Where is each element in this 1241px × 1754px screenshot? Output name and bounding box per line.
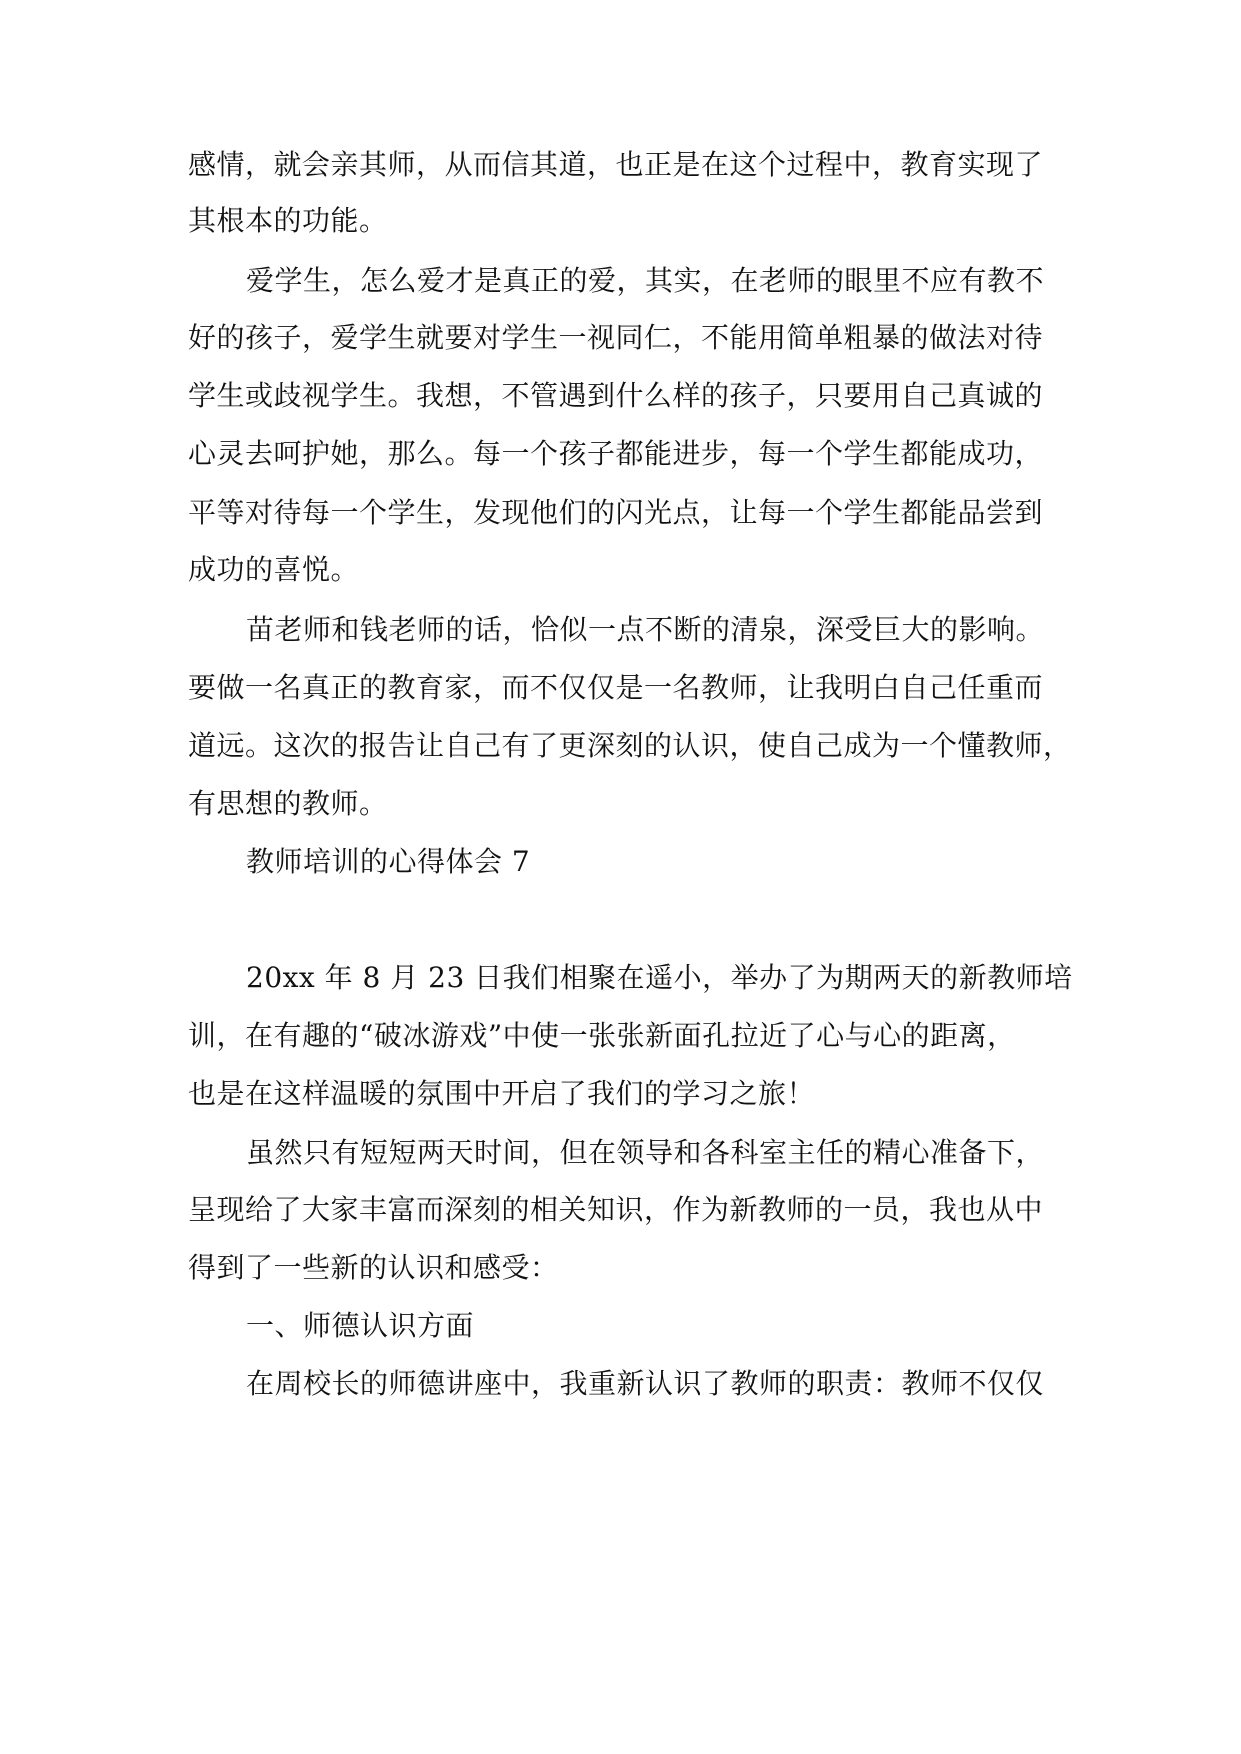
- paragraph-line: 好的孩子，爱学生就要对学生一视同仁，不能用简单粗暴的做法对待: [188, 321, 1044, 354]
- paragraph-line: 爱学生，怎么爱才是真正的爱，其实，在老师的眼里不应有教不: [246, 264, 1045, 297]
- subsection-heading: 一、师德认识方面: [246, 1309, 475, 1342]
- paragraph-line: 有思想的教师。: [188, 787, 388, 820]
- paragraph-line: 感情，就会亲其师，从而信其道，也正是在这个过程中，教育实现了: [188, 148, 1044, 181]
- paragraph-line: 也是在这样温暖的氛围中开启了我们的学习之旅！: [188, 1077, 816, 1110]
- paragraph-line: 得到了一些新的认识和感受：: [188, 1251, 559, 1284]
- paragraph-line: 在周校长的师德讲座中，我重新认识了教师的职责：教师不仅仅: [246, 1367, 1045, 1400]
- paragraph-line: 成功的喜悦。: [188, 553, 360, 586]
- paragraph-line: 其根本的功能。: [188, 204, 388, 237]
- paragraph-line: 20xx 年 8 月 23 日我们相聚在遥小，举办了为期两天的新教师培: [246, 961, 1073, 994]
- paragraph-line: 学生或歧视学生。我想，不管遇到什么样的孩子，只要用自己真诚的: [188, 379, 1044, 412]
- paragraph-line: 苗老师和钱老师的话，恰似一点不断的清泉，深受巨大的影响。: [246, 613, 1045, 646]
- section-heading: 教师培训的心得体会 7: [246, 845, 531, 878]
- paragraph-line: 呈现给了大家丰富而深刻的相关知识，作为新教师的一员，我也从中: [188, 1193, 1044, 1226]
- paragraph-line: 虽然只有短短两天时间，但在领导和各科室主任的精心准备下，: [246, 1136, 1045, 1169]
- paragraph-line: 要做一名真正的教育家，而不仅仅是一名教师，让我明白自己任重而: [188, 671, 1044, 704]
- paragraph-line: 训，在有趣的“破冰游戏”中使一张张新面孔拉近了心与心的距离，: [188, 1019, 1016, 1052]
- paragraph-line: 道远。这次的报告让自己有了更深刻的认识，使自己成为一个懂教师，: [188, 729, 1072, 762]
- paragraph-line: 平等对待每一个学生，发现他们的闪光点，让每一个学生都能品尝到: [188, 496, 1044, 529]
- paragraph-line: 心灵去呵护她，那么。每一个孩子都能进步，每一个学生都能成功，: [188, 437, 1044, 470]
